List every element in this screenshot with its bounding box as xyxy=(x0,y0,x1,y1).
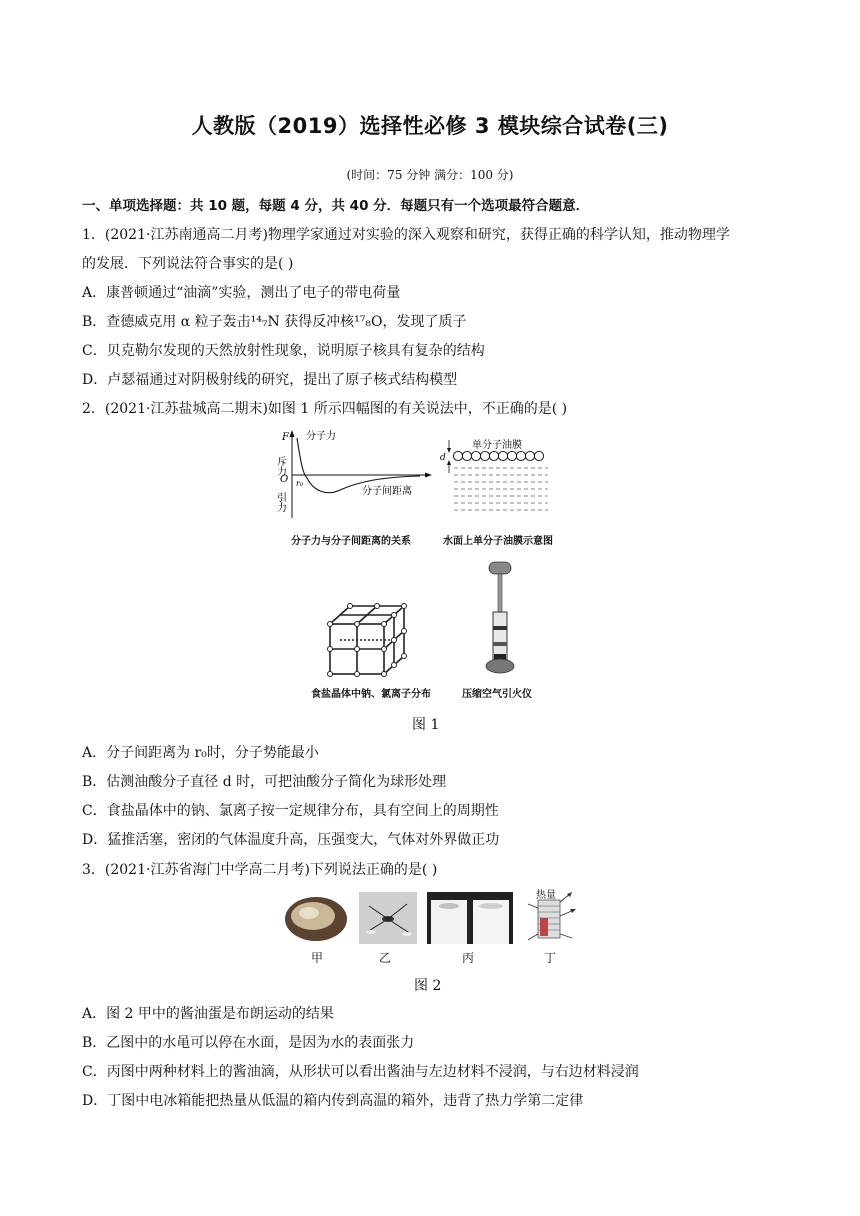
graph-x-label: 分子间距离 xyxy=(362,486,412,497)
q3-option-a: A．图 2 甲中的酱油蛋是布朗运动的结果 xyxy=(82,1006,334,1022)
q2-stem: 2．(2021·江苏盐城高二期末)如图 1 所示四幅图的有关说法中，不正确的是( ) xyxy=(82,401,568,417)
q3-option-c: C．丙图中两种材料上的酱油滴，从形状可以看出酱油与左边材料不浸润，与右边材料浸润 xyxy=(82,1064,639,1080)
water-strider-photo xyxy=(359,892,417,944)
q1-option-d: D．卢瑟福通过对阴极射线的研究，提出了原子核式结构模型 xyxy=(82,372,458,388)
exam-info: (时间：75 分钟 满分：100 分) xyxy=(346,168,514,182)
graph-f-label: F xyxy=(282,432,289,443)
fig1-caption-force: 分子力与分子间距离的关系 xyxy=(291,536,411,547)
graph-repulse-label: 斥力 xyxy=(274,456,286,476)
soy-sauce-egg-photo xyxy=(283,892,349,944)
oil-molecules xyxy=(453,451,543,460)
q1-option-c: C．贝克勒尔发现的天然放射性现象，说明原子核具有复杂的结构 xyxy=(82,343,485,359)
heat-label: 热量 xyxy=(536,890,556,901)
q1-option-b: B．查德威克用 α 粒子轰击¹⁴₇N 获得反冲核¹⁷₈O，发现了质子 xyxy=(82,314,467,330)
fig1-caption-igniter: 压缩空气引火仪 xyxy=(462,689,532,700)
oil-film-diagram xyxy=(440,438,552,520)
section-heading: 一、单项选择题：共 10 题，每题 4 分，共 40 分．每题只有一个选项最符合题意． xyxy=(82,198,590,214)
graph-attract-label: 引力 xyxy=(274,492,286,512)
q2-option-a: A．分子间距离为 r₀时，分子势能最小 xyxy=(82,745,319,761)
graph-r0-label: r₀ xyxy=(296,479,304,488)
q1-stem-line2: 的发展．下列说法符合事实的是( ) xyxy=(82,256,294,272)
fig1-caption-film: 水面上单分子油膜示意图 xyxy=(443,536,553,547)
q3-stem: 3．(2021·江苏省海门中学高二月考)下列说法正确的是( ) xyxy=(82,862,438,878)
fig2-label-b: 乙 xyxy=(379,951,392,965)
air-compression-igniter xyxy=(480,560,520,680)
q2-option-d: D．猛推活塞，密闭的气体温度升高，压强变大，气体对外界做正功 xyxy=(82,832,500,848)
figure2-label: 图 2 xyxy=(414,978,442,994)
fig2-label-d: 丁 xyxy=(544,951,557,965)
graph-origin-label: O xyxy=(280,474,289,485)
fig2-label-a: 甲 xyxy=(311,951,324,965)
film-label: 单分子油膜 xyxy=(472,440,522,451)
q3-option-d: D．丁图中电冰箱能把热量从低温的箱内传到高温的箱外，违背了热力学第二定律 xyxy=(82,1093,584,1109)
soy-sauce-drops-photo xyxy=(427,892,513,944)
fig1-caption-crystal: 食盐晶体中钠、氯离子分布 xyxy=(311,689,431,700)
q2-option-c: C．食盐晶体中的钠、氯离子按一定规律分布，具有空间上的周期性 xyxy=(82,803,499,819)
q1-stem-line1: 1．(2021·江苏南通高二月考)物理学家通过对实验的深入观察和研究，获得正确的科学认知，推动物理学 xyxy=(82,227,730,243)
fig2-label-c: 丙 xyxy=(462,951,475,965)
graph-force-label: 分子力 xyxy=(306,431,336,442)
q2-option-b: B．估测油酸分子直径 d 时，可把油酸分子简化为球形处理 xyxy=(82,774,447,790)
water-lines xyxy=(454,468,548,510)
figure1-label: 图 1 xyxy=(412,717,440,733)
page-title: 人教版（2019）选择性必修 3 模块综合试卷(三) xyxy=(191,114,669,138)
molecular-force-graph xyxy=(270,426,440,522)
salt-crystal-lattice xyxy=(326,602,408,678)
q3-option-b: B．乙图中的水黾可以停在水面，是因为水的表面张力 xyxy=(82,1035,415,1051)
q1-option-a: A．康普顿通过“油滴”实验，测出了电子的带电荷量 xyxy=(82,285,401,301)
film-d-label: d xyxy=(440,453,446,463)
